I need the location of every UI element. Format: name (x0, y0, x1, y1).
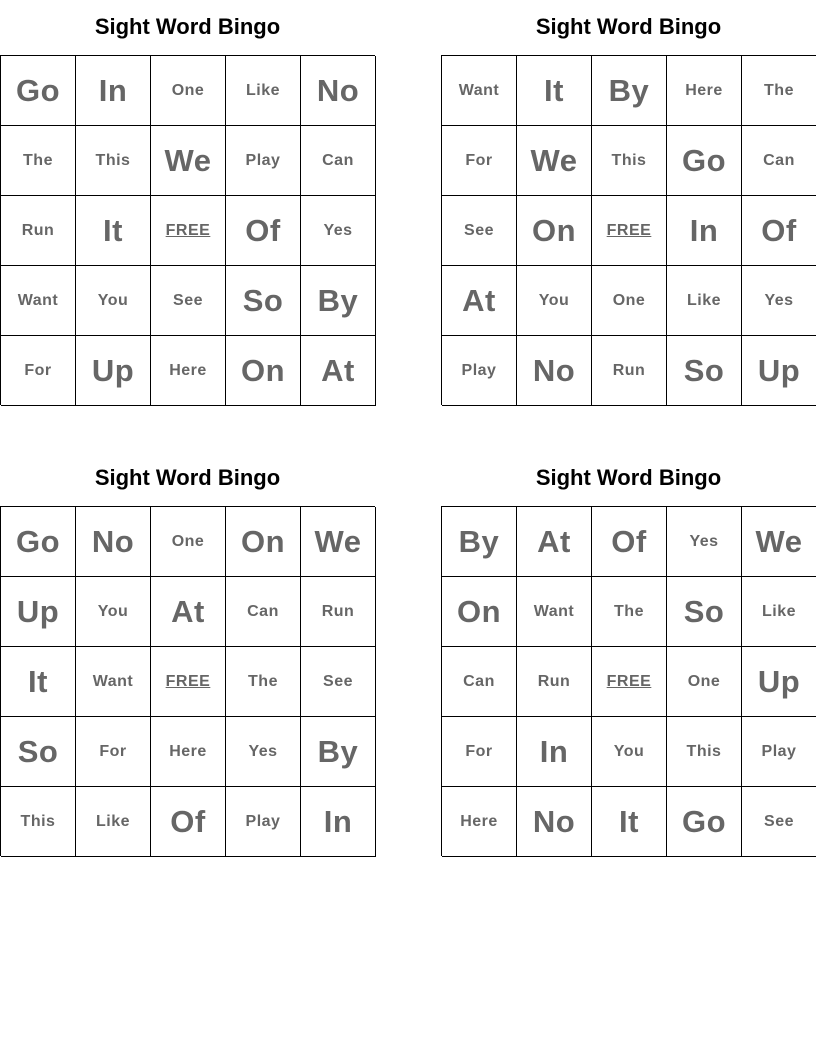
bingo-cell: Want (1, 266, 76, 336)
bingo-cell: Play (742, 717, 816, 787)
bingo-cell: Go (667, 787, 742, 857)
bingo-cell: This (1, 787, 76, 857)
free-space: FREE (592, 196, 667, 266)
bingo-cell: The (226, 647, 301, 717)
bingo-cell: We (151, 126, 226, 196)
bingo-cell: Like (226, 56, 301, 126)
bingo-cell: It (592, 787, 667, 857)
bingo-cell: One (592, 266, 667, 336)
bingo-cell: The (592, 577, 667, 647)
bingo-cell: Yes (742, 266, 816, 336)
bingo-grid (441, 506, 816, 856)
bingo-cell: It (1, 647, 76, 717)
bingo-cell: Play (442, 336, 517, 406)
bingo-cell: Like (76, 787, 151, 857)
bingo-cell: At (517, 507, 592, 577)
bingo-cell: We (517, 126, 592, 196)
bingo-cell: Of (742, 196, 816, 266)
bingo-cell: One (667, 647, 742, 717)
bingo-cell: Up (76, 336, 151, 406)
free-space: FREE (151, 647, 226, 717)
bingo-cell: Of (592, 507, 667, 577)
bingo-cell: On (517, 196, 592, 266)
bingo-cell: This (667, 717, 742, 787)
bingo-cell: Want (442, 56, 517, 126)
bingo-cell: It (517, 56, 592, 126)
bingo-cell: No (76, 507, 151, 577)
card-title: Sight Word Bingo (535, 465, 722, 490)
bingo-cell: You (517, 266, 592, 336)
bingo-cell: For (76, 717, 151, 787)
bingo-cell: Run (517, 647, 592, 717)
bingo-cell: One (151, 56, 226, 126)
bingo-cell: In (76, 56, 151, 126)
bingo-cell: Want (517, 577, 592, 647)
bingo-cell: Go (1, 56, 76, 126)
bingo-cell: This (592, 126, 667, 196)
bingo-cell: In (667, 196, 742, 266)
bingo-cell: So (667, 577, 742, 647)
bingo-cell: For (442, 717, 517, 787)
bingo-cell: By (301, 717, 376, 787)
bingo-cell: Here (442, 787, 517, 857)
bingo-cell: You (592, 717, 667, 787)
card-title: Sight Word Bingo (94, 465, 281, 490)
bingo-cell: No (301, 56, 376, 126)
bingo-cell: Of (226, 196, 301, 266)
bingo-cell: The (1, 126, 76, 196)
bingo-grid (0, 506, 375, 856)
bingo-cell: Can (442, 647, 517, 717)
bingo-cell: At (151, 577, 226, 647)
bingo-cell: Up (742, 336, 816, 406)
bingo-cell: No (517, 787, 592, 857)
card-title: Sight Word Bingo (94, 14, 281, 39)
bingo-cell: On (226, 507, 301, 577)
bingo-cell: So (226, 266, 301, 336)
bingo-cell: See (151, 266, 226, 336)
bingo-cell: By (301, 266, 376, 336)
bingo-cell: Yes (226, 717, 301, 787)
bingo-card-3 (0, 465, 375, 856)
bingo-cell: Can (226, 577, 301, 647)
bingo-cell: At (301, 336, 376, 406)
bingo-cell: Run (1, 196, 76, 266)
bingo-cell: At (442, 266, 517, 336)
bingo-cell: Play (226, 126, 301, 196)
bingo-grid (0, 55, 375, 405)
bingo-grid (441, 55, 816, 405)
bingo-cell: We (742, 507, 816, 577)
bingo-cell: On (226, 336, 301, 406)
bingo-cell: You (76, 266, 151, 336)
bingo-cell: Here (151, 336, 226, 406)
bingo-cell: Can (742, 126, 816, 196)
bingo-cell: Go (1, 507, 76, 577)
bingo-cell: Like (742, 577, 816, 647)
bingo-cell: Run (592, 336, 667, 406)
bingo-cell: So (667, 336, 742, 406)
bingo-cell: Up (742, 647, 816, 717)
bingo-cell: Up (1, 577, 76, 647)
bingo-card-4 (441, 465, 816, 856)
bingo-cell: This (76, 126, 151, 196)
bingo-cell: On (442, 577, 517, 647)
card-title: Sight Word Bingo (535, 14, 722, 39)
bingo-cell: See (742, 787, 816, 857)
bingo-cell: We (301, 507, 376, 577)
bingo-cell: The (742, 56, 816, 126)
bingo-cell: Of (151, 787, 226, 857)
bingo-card-1 (0, 14, 375, 405)
bingo-cell: By (442, 507, 517, 577)
bingo-cell: Run (301, 577, 376, 647)
bingo-cell: Play (226, 787, 301, 857)
bingo-card-2 (441, 14, 816, 405)
bingo-cell: One (151, 507, 226, 577)
bingo-cell: It (76, 196, 151, 266)
bingo-cell: See (442, 196, 517, 266)
bingo-cell: By (592, 56, 667, 126)
bingo-cell: Yes (667, 507, 742, 577)
bingo-cell: You (76, 577, 151, 647)
bingo-cell: Want (76, 647, 151, 717)
bingo-cell: In (517, 717, 592, 787)
bingo-cell: For (442, 126, 517, 196)
bingo-cell: For (1, 336, 76, 406)
bingo-cell: Here (151, 717, 226, 787)
bingo-cell: In (301, 787, 376, 857)
bingo-cell: Can (301, 126, 376, 196)
bingo-cell: Yes (301, 196, 376, 266)
free-space: FREE (151, 196, 226, 266)
bingo-cell: Here (667, 56, 742, 126)
bingo-cell: So (1, 717, 76, 787)
bingo-cell: Go (667, 126, 742, 196)
bingo-cell: See (301, 647, 376, 717)
bingo-cell: Like (667, 266, 742, 336)
bingo-cell: No (517, 336, 592, 406)
free-space: FREE (592, 647, 667, 717)
